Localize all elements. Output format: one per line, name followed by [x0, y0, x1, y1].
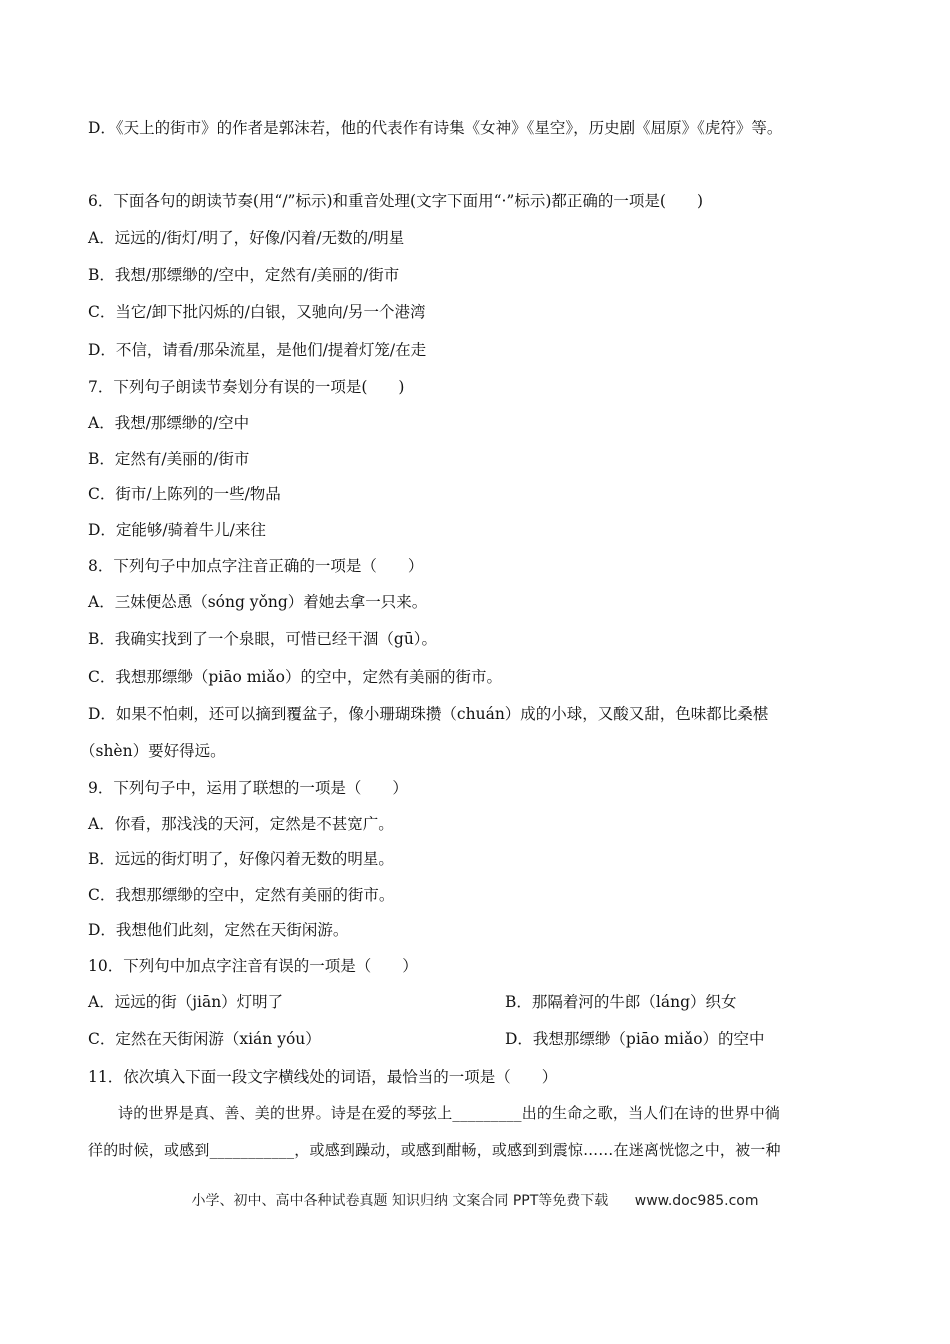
q9-option-d: D．我想他们此刻，定然在天街闲游。 — [88, 921, 349, 939]
q8-option-c: C．我想那缥缈（piāo miǎo）的空中，定然有美丽的街市。 — [88, 668, 502, 686]
q6-stem: 6．下面各句的朗读节奏(用“/”标示)和重音处理(文字下面用“·”标示)都正确的一项是( ) — [88, 192, 703, 210]
q5-option-d: D．《天上的街市》的作者是郭沫若，他的代表作有诗集《女神》《星空》，历史剧《屈原》《虎符》等。 — [88, 119, 783, 137]
q6-option-c: C．当它/卸下批闪烁的/白银，又驰向/另一个港湾 — [88, 303, 426, 321]
q6-option-b: B．我想/那缥缈的/空中，定然有/美丽的/街市 — [88, 266, 400, 284]
q9-stem: 9．下列句子中，运用了联想的一项是（ ） — [88, 779, 408, 797]
q7-stem: 7．下列句子朗读节奏划分有误的一项是( ) — [88, 378, 405, 396]
q8-option-b: B．我确实找到了一个泉眼，可惜已经干涸（gū）。 — [88, 630, 438, 648]
q10-option-d: D．我想那缥缈（piāo miǎo）的空中 — [505, 1030, 765, 1048]
q10-stem: 10．下列句中加点字注音有误的一项是（ ） — [88, 957, 418, 975]
q8-option-d-line1: D．如果不怕刺，还可以摘到覆盆子，像小珊瑚珠攒（chuán）成的小球，又酸又甜，色味都比桑椹 — [88, 705, 769, 723]
q7-option-b: B．定然有/美丽的/街市 — [88, 450, 250, 468]
footer-site[interactable]: www.doc985.com — [634, 1193, 759, 1209]
q7-option-a: A．我想/那缥缈的/空中 — [88, 414, 250, 432]
q10-option-a: A．远远的街（jiān）灯明了 — [88, 993, 284, 1011]
q8-option-a: A．三妹便怂恿（sóng yǒng）着她去拿一只来。 — [88, 593, 428, 611]
q11-passage-line2: 徉的时候，或感到___________，或感到躁动，或感到酣畅，或感到到震惊……在迷离恍惚之中，被一种 — [88, 1141, 781, 1159]
q6-option-a: A．远远的/街灯/明了，好像/闪着/无数的/明星 — [88, 229, 405, 247]
q7-option-c: C．街市/上陈列的一些/物品 — [88, 485, 281, 503]
footer-text: 小学、初中、高中各种试卷真题 知识归纳 文案合同 PPT等免费下载 — [191, 1193, 609, 1209]
q11-passage-line1: 诗的世界是真、善、美的世界。诗是在爱的琴弦上_________出的生命之歌，当人们在诗的世界中徜 — [118, 1104, 781, 1122]
q10-option-b: B．那隔着河的牛郎（láng）织女 — [505, 993, 737, 1011]
q9-option-b: B．远远的街灯明了，好像闪着无数的明星。 — [88, 850, 394, 868]
q10-option-c: C．定然在天街闲游（xián yóu） — [88, 1030, 321, 1048]
q8-stem: 8．下列句子中加点字注音正确的一项是（ ） — [88, 557, 424, 575]
q10-row-ab — [88, 991, 888, 1013]
page-footer — [0, 1190, 950, 1210]
q9-option-c: C．我想那缥缈的空中，定然有美丽的街市。 — [88, 886, 395, 904]
q10-row-cd — [88, 1028, 888, 1050]
q8-option-d-line2: （shèn）要好得远。 — [80, 742, 226, 760]
q11-stem: 11．依次填入下面一段文字横线处的词语，最恰当的一项是（ ） — [88, 1068, 558, 1086]
q6-option-d: D．不信，请看/那朵流星，是他们/提着灯笼/在走 — [88, 341, 427, 359]
q9-option-a: A．你看，那浅浅的天河，定然是不甚宽广。 — [88, 815, 394, 833]
q7-option-d: D．定能够/骑着牛儿/来往 — [88, 521, 266, 539]
